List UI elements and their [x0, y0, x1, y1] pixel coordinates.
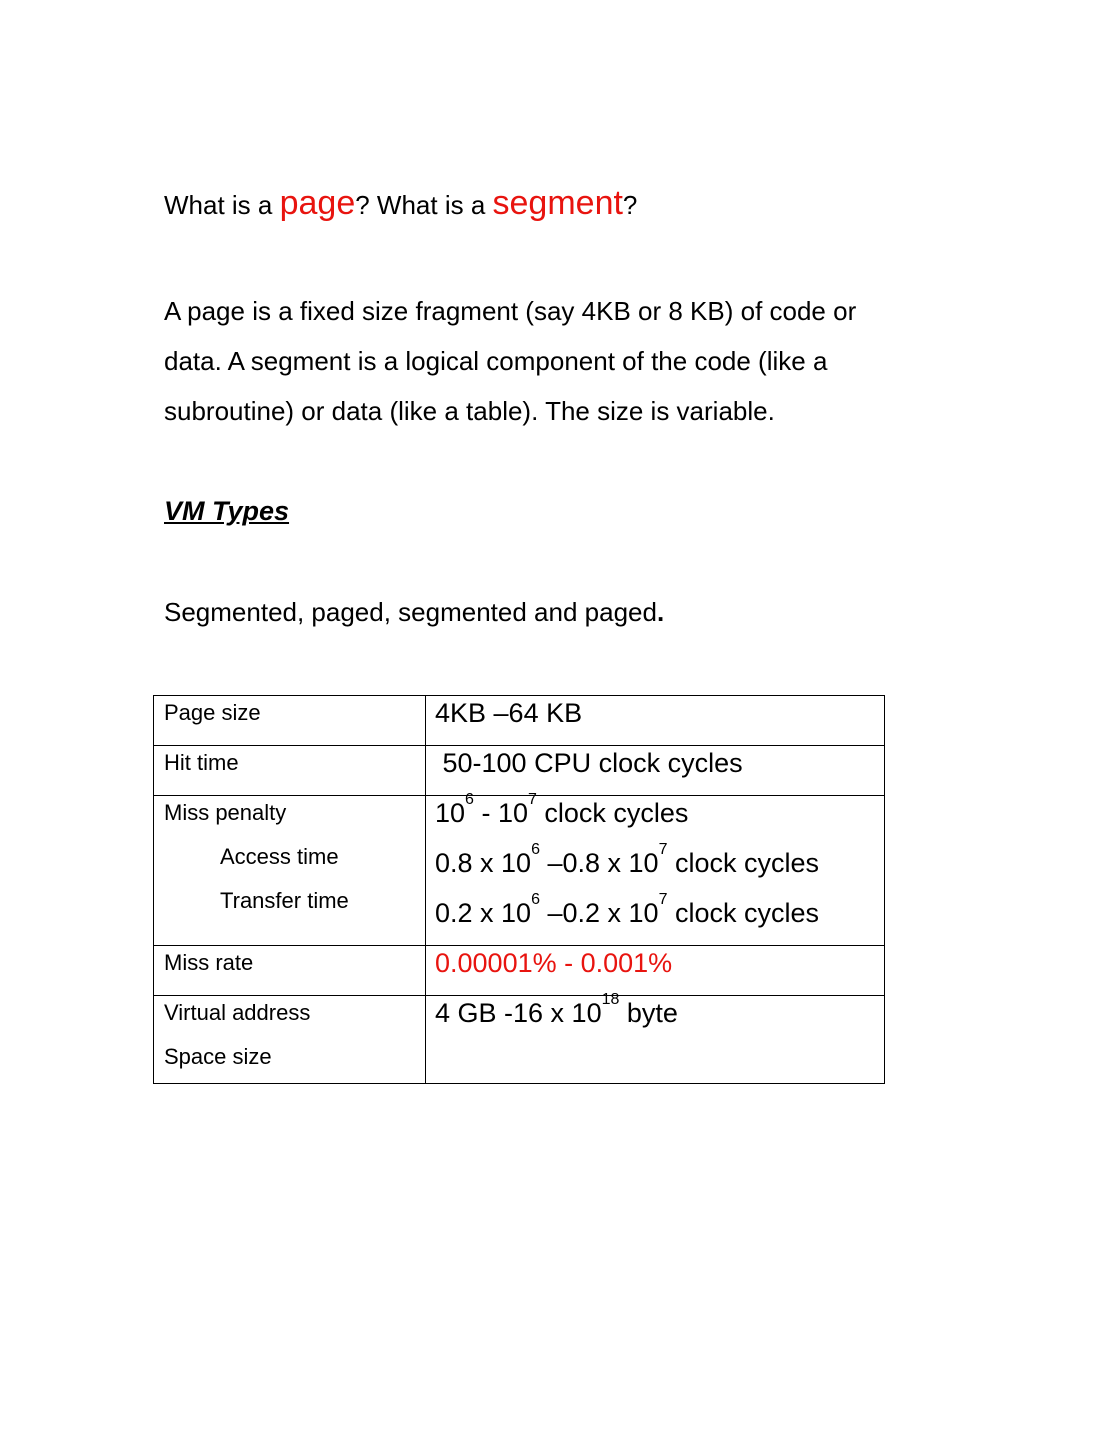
table-cell-value: [426, 991, 885, 1084]
question-line: [164, 183, 637, 225]
miss-penalty-label: Miss penalty: [164, 800, 287, 825]
term-segment: segment: [492, 184, 623, 222]
miss-penalty-exponent-1: 6: [465, 791, 474, 808]
page-size-label: Page size: [164, 700, 261, 725]
access-time-exponent-1: 6: [531, 841, 540, 858]
space-size-label: Space size: [164, 1044, 272, 1069]
transfer-time-value: [426, 888, 884, 938]
transfer-time-mid: –0.2 x 10: [539, 898, 659, 928]
virtual-address-unit: byte: [619, 998, 678, 1028]
access-time-unit: clock cycles: [667, 848, 820, 878]
hit-time-label: Hit time: [164, 750, 239, 775]
access-time-base: 0.8 x 10: [435, 848, 532, 878]
vm-types-list: [164, 593, 664, 631]
miss-penalty-unit: clock cycles: [536, 798, 689, 828]
miss-rate-value: 0.00001% - 0.001%: [435, 948, 673, 978]
access-time-mid: –0.8 x 10: [539, 848, 659, 878]
hit-time-value: 50-100 CPU clock cycles: [435, 748, 743, 778]
question-text-2: ? What is a: [355, 190, 493, 220]
table-cell-label: [154, 746, 426, 796]
virtual-address-label: Virtual address: [164, 1000, 311, 1025]
question-text-1: What is a: [164, 190, 280, 220]
transfer-time-exponent-1: 6: [531, 891, 540, 908]
vm-types-period: .: [656, 597, 665, 627]
vm-types-heading: VM Types: [164, 496, 290, 526]
question-text-3: ?: [622, 190, 638, 220]
table-row-miss-penalty: [154, 796, 885, 946]
table-cell-label: [154, 696, 426, 746]
vm-parameters-table: [153, 695, 885, 1084]
table-cell-label: [154, 996, 426, 1084]
vm-types-text: Segmented, paged, segmented and paged: [164, 597, 657, 627]
table-cell-label: [154, 796, 426, 946]
transfer-time-exponent-2: 7: [658, 891, 668, 908]
table-row-virtual-address: [154, 996, 885, 1084]
transfer-time-unit: clock cycles: [667, 898, 820, 928]
transfer-time-label: Transfer time: [220, 888, 349, 913]
transfer-time-base: 0.2 x 10: [435, 898, 532, 928]
miss-penalty-exponent-2: 7: [527, 791, 537, 808]
miss-penalty-value: [426, 788, 884, 838]
access-time-exponent-2: 7: [658, 841, 668, 858]
table-cell-label: [154, 946, 426, 996]
access-time-value: [426, 838, 884, 888]
table-cell-value: [426, 791, 885, 946]
paragraph-line-3: subroutine) or data (like a table). The size is variable.: [164, 396, 775, 426]
access-time-label: Access time: [220, 844, 339, 869]
paragraph-line-1: A page is a fixed size fragment (say 4KB or 8 KB) of code or: [164, 296, 857, 326]
paragraph-line-2: data. A segment is a logical component of the code (like a: [164, 346, 828, 376]
miss-penalty-base: 10: [435, 798, 466, 828]
page-size-value: 4KB –64 KB: [435, 698, 583, 728]
virtual-address-base: 4 GB -16 x 10: [435, 998, 602, 1028]
term-page: page: [279, 184, 356, 222]
miss-rate-label: Miss rate: [164, 950, 254, 975]
virtual-address-value: [426, 988, 884, 1038]
miss-penalty-mid: - 10: [473, 798, 528, 828]
virtual-address-exponent: 18: [601, 991, 620, 1008]
